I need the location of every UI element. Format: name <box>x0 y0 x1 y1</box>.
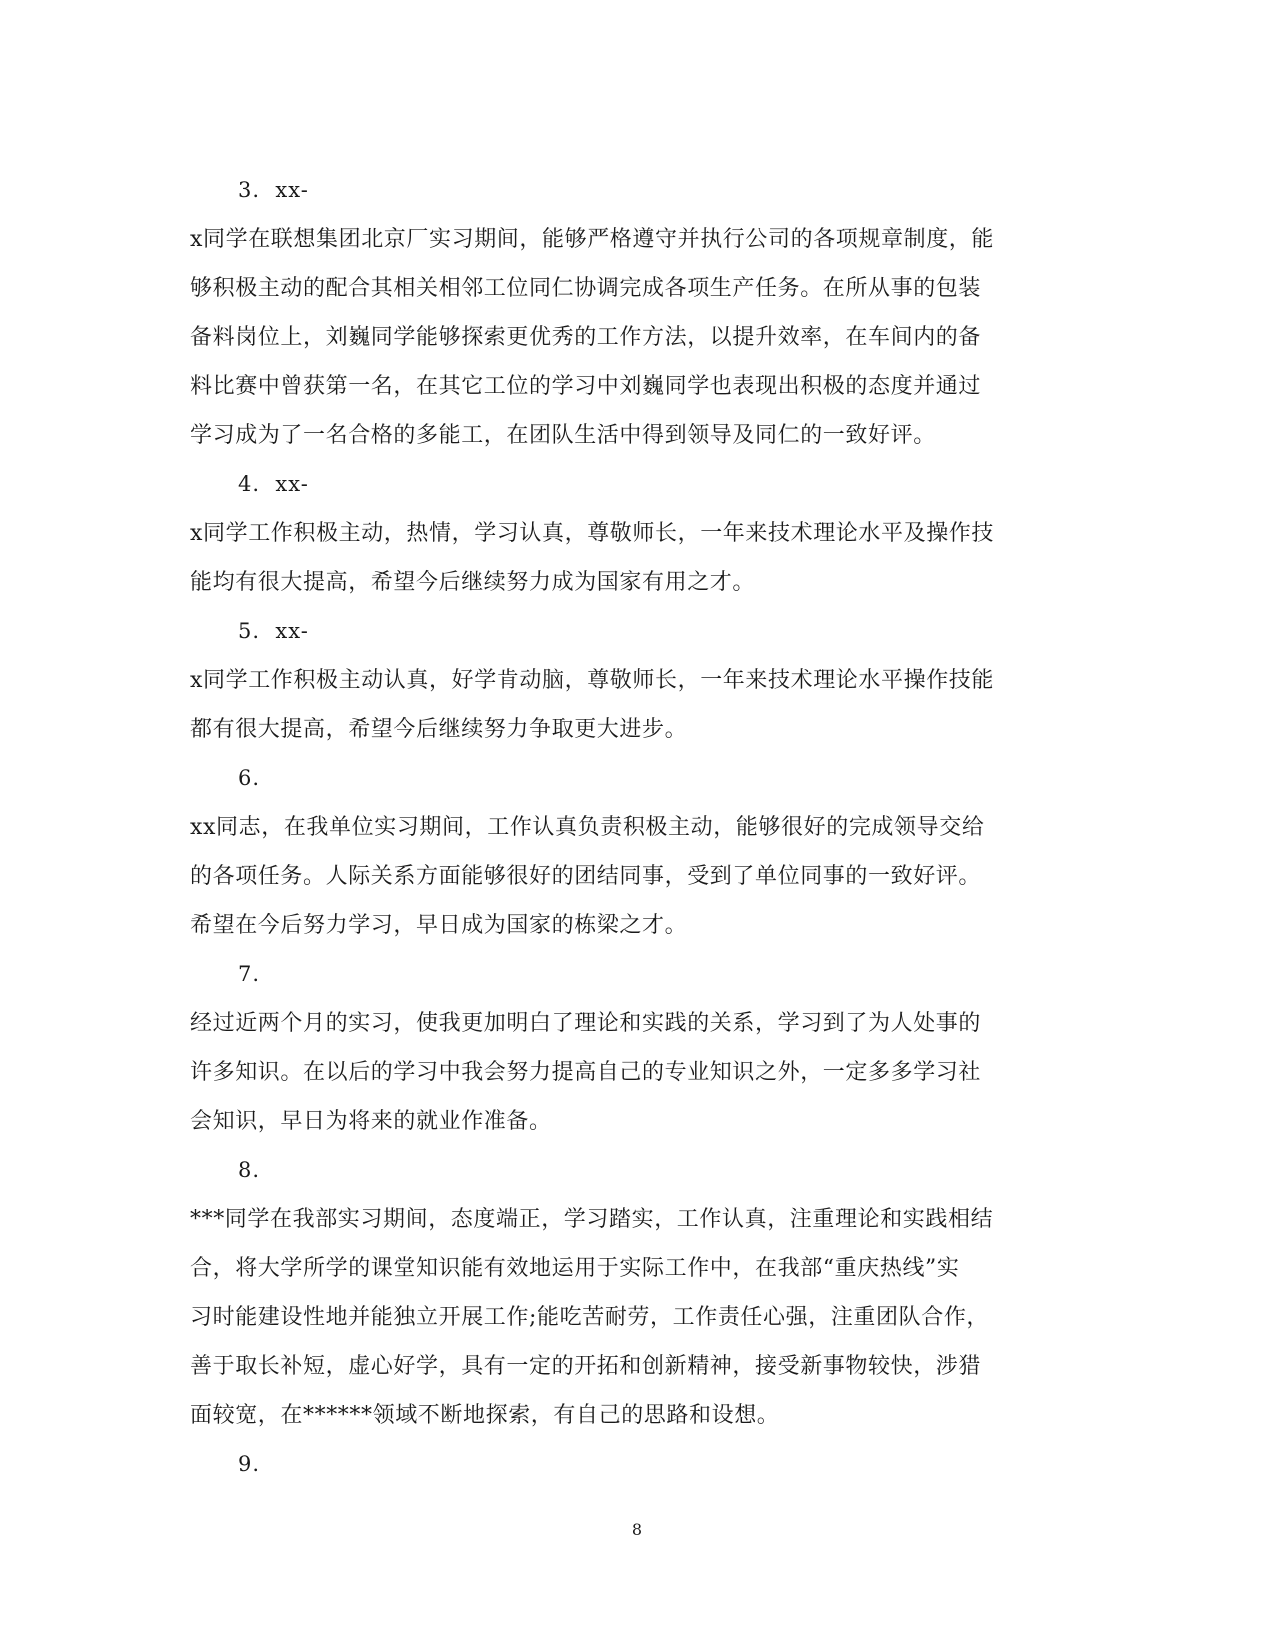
paragraph-line: 够积极主动的配合其相关相邻工位同仁协调完成各项生产任务。在所从事的包装 <box>190 276 982 301</box>
paragraph-line: 料比赛中曾获第一名，在其它工位的学习中刘巍同学也表现出积极的态度并通过 <box>190 374 982 399</box>
paragraph <box>190 803 1090 950</box>
paragraph-line: 合，将大学所学的课堂知识能有效地运用于实际工作中，在我部“重庆热线”实 <box>190 1256 960 1281</box>
page-number: 8 <box>631 1520 643 1539</box>
paragraph <box>190 656 1090 754</box>
section-number: 4. xx- <box>238 472 309 496</box>
paragraph-line: ***同学在我部实习期间，态度端正，学习踏实，工作认真，注重理论和实践相结 <box>190 1207 994 1232</box>
paragraph <box>190 215 1090 460</box>
paragraph <box>190 999 1090 1146</box>
section-4 <box>190 460 1090 607</box>
section-number: 7. <box>238 962 261 986</box>
paragraph-line: xx同志，在我单位实习期间，工作认真负责积极主动，能够很好的完成领导交给 <box>190 815 985 840</box>
paragraph <box>190 509 1090 607</box>
section-9 <box>190 1440 1090 1489</box>
paragraph-line: 面较宽，在******领域不断地探索，有自己的思路和设想。 <box>190 1403 780 1428</box>
document-body <box>190 166 1090 1489</box>
section-number: 5. xx- <box>238 619 309 643</box>
paragraph-line: 经过近两个月的实习，使我更加明白了理论和实践的关系，学习到了为人处事的 <box>190 1011 982 1036</box>
paragraph-line: 希望在今后努力学习，早日成为国家的栋梁之才。 <box>190 913 688 938</box>
paragraph-line: 许多知识。在以后的学习中我会努力提高自己的专业知识之外，一定多多学习社 <box>190 1060 982 1085</box>
section-number: 3. xx- <box>238 178 309 202</box>
section-number: 9. <box>238 1452 261 1476</box>
paragraph-line: 学习成为了一名合格的多能工，在团队生活中得到领导及同仁的一致好评。 <box>190 423 936 448</box>
paragraph-line: 习时能建设性地并能独立开展工作;能吃苦耐劳，工作责任心强，注重团队合作， <box>190 1305 990 1330</box>
section-7 <box>190 950 1090 1146</box>
paragraph-line: x同学在联想集团北京厂实习期间，能够严格遵守并执行公司的各项规章制度，能 <box>190 227 995 252</box>
paragraph-line: 的各项任务。人际关系方面能够很好的团结同事，受到了单位同事的一致好评。 <box>190 864 982 889</box>
paragraph-line: x同学工作积极主动，热情，学习认真，尊敬师长，一年来技术理论水平及操作技 <box>190 521 995 546</box>
section-number: 6. <box>238 766 261 790</box>
section-3 <box>190 166 1090 460</box>
paragraph <box>190 1195 1090 1440</box>
paragraph-line: 能均有很大提高，希望今后继续努力成为国家有用之才。 <box>190 570 756 595</box>
paragraph-line: 会知识，早日为将来的就业作准备。 <box>190 1109 552 1134</box>
paragraph-line: 备料岗位上，刘巍同学能够探索更优秀的工作方法，以提升效率，在车间内的备 <box>190 325 982 350</box>
section-5 <box>190 607 1090 754</box>
paragraph-line: 都有很大提高，希望今后继续努力争取更大进步。 <box>190 717 688 742</box>
paragraph-line: x同学工作积极主动认真，好学肯动脑，尊敬师长，一年来技术理论水平操作技能 <box>190 668 995 693</box>
section-number: 8. <box>238 1158 261 1182</box>
section-8 <box>190 1146 1090 1440</box>
section-6 <box>190 754 1090 950</box>
paragraph-line: 善于取长补短，虚心好学，具有一定的开拓和创新精神，接受新事物较快，涉猎 <box>190 1354 982 1379</box>
